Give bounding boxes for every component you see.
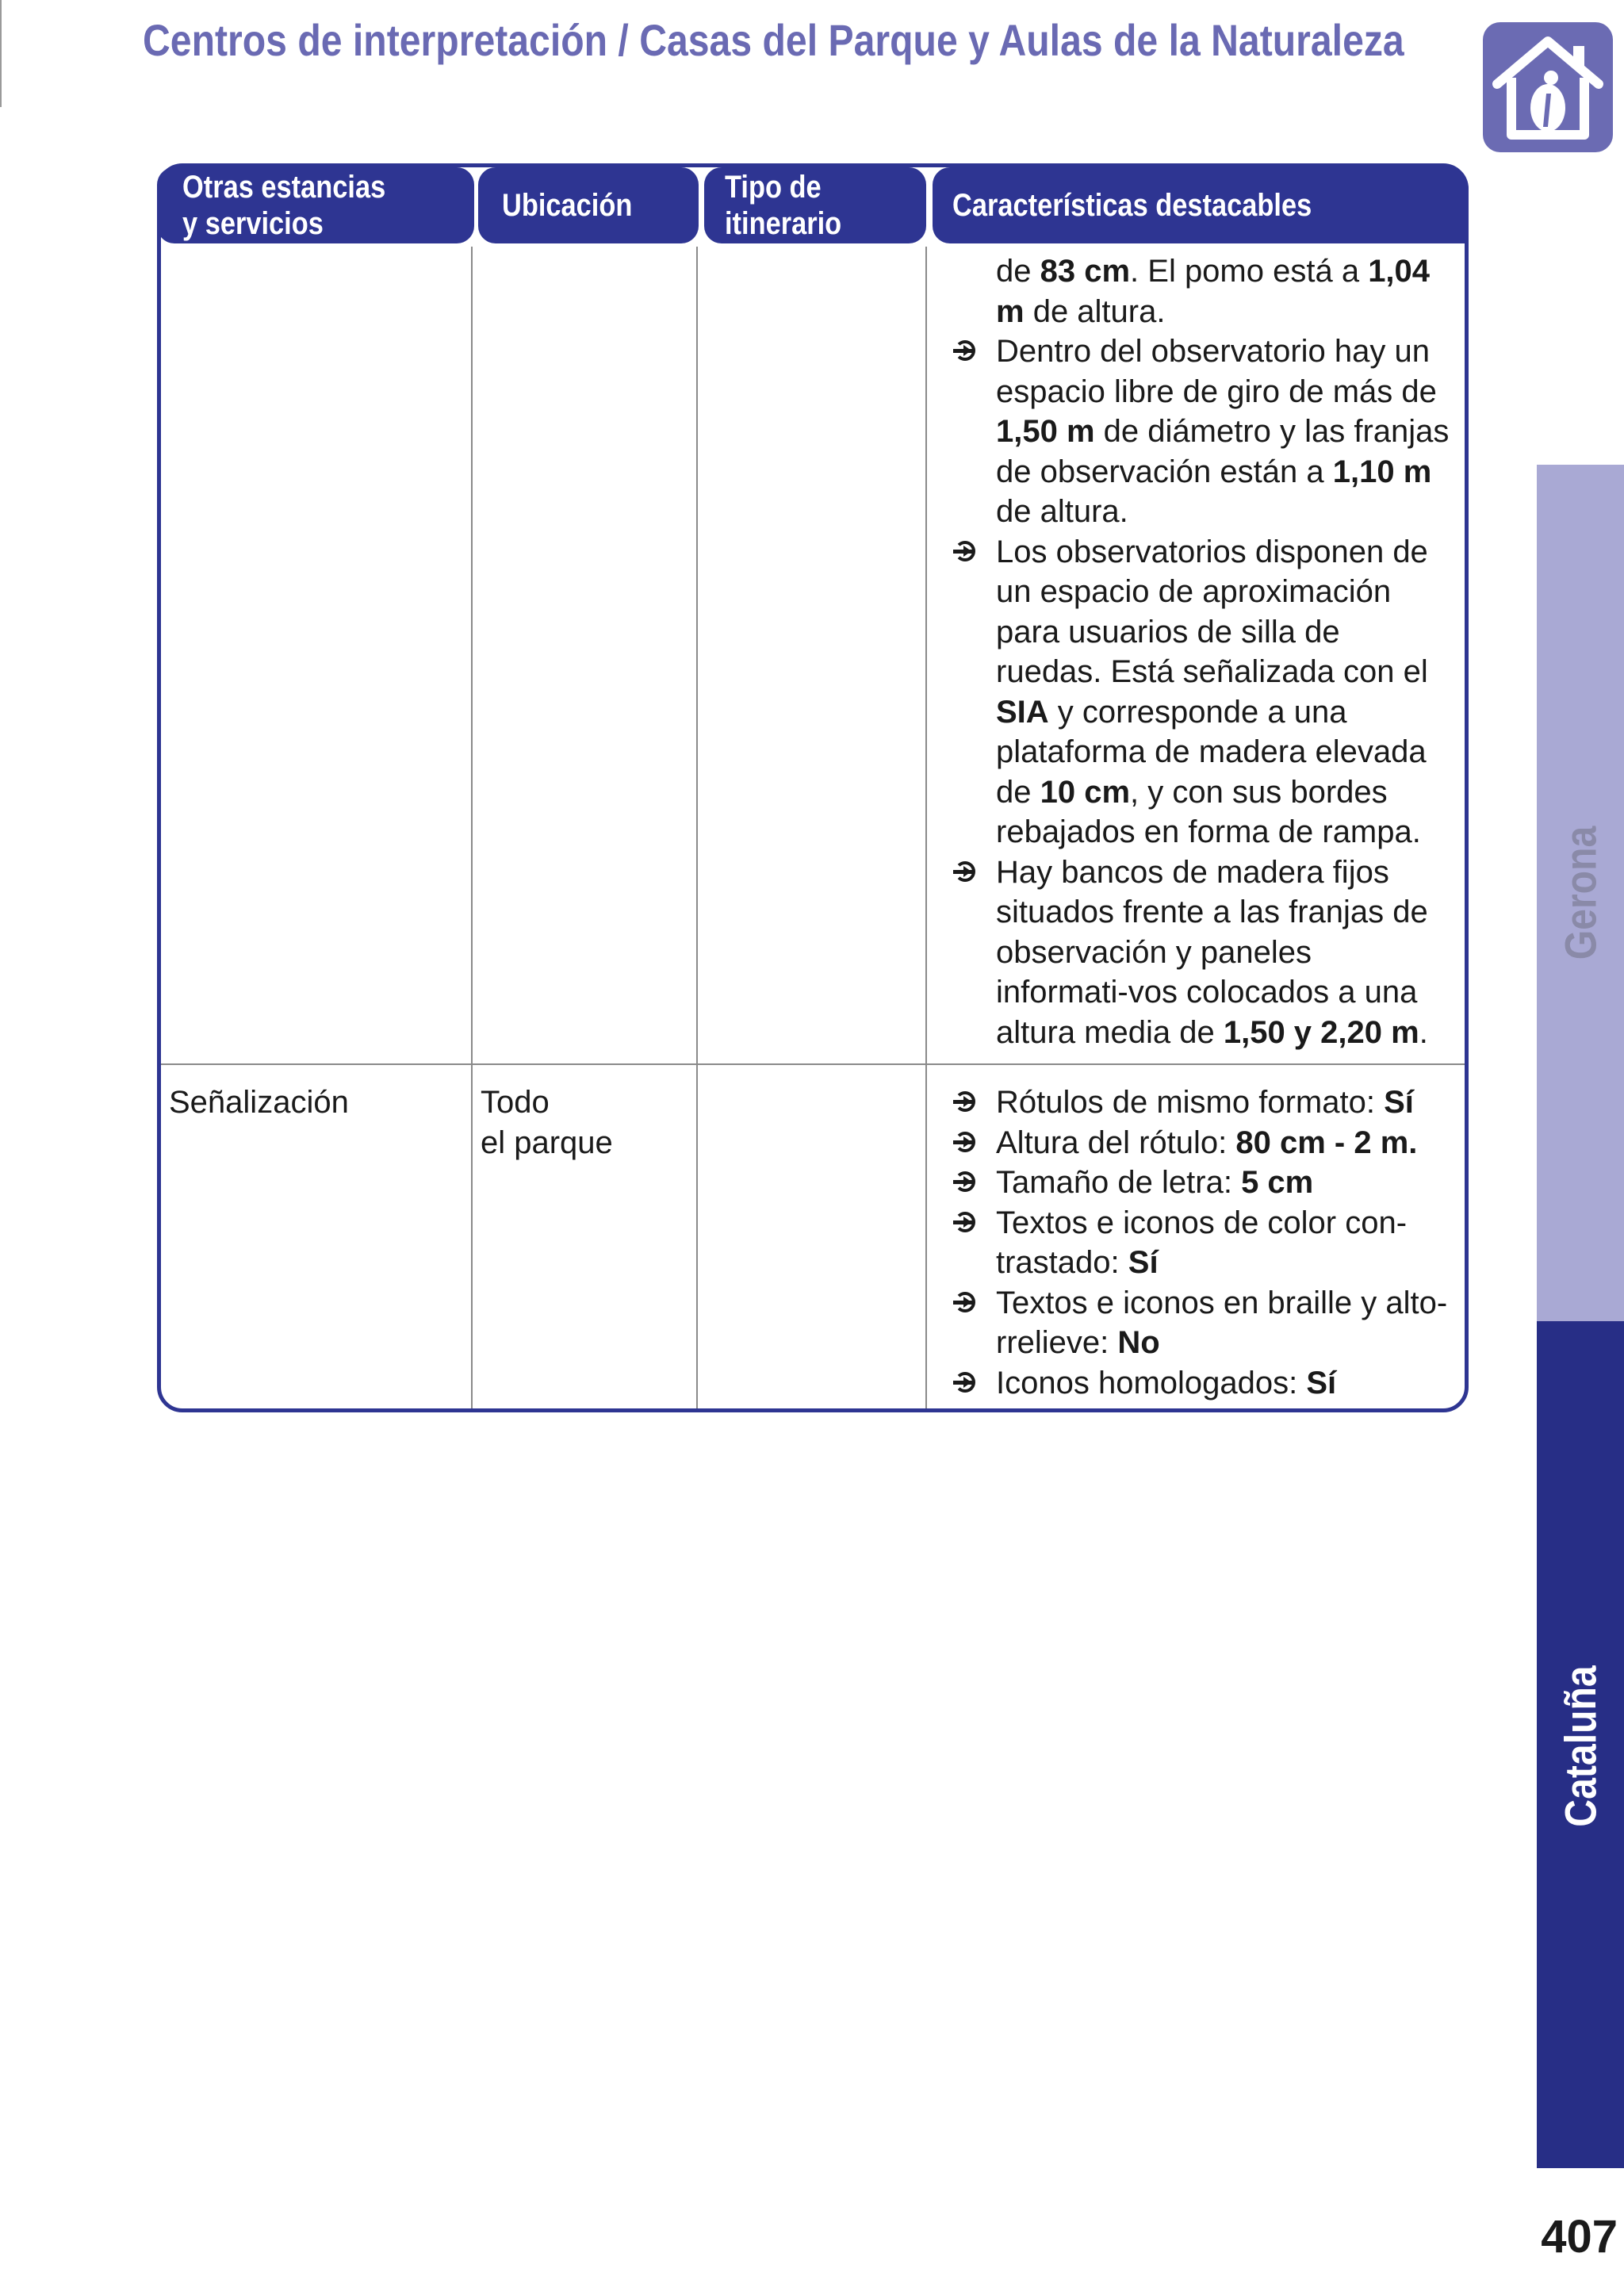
list-item: Rótulos de mismo formato: Sí [942, 1082, 1450, 1123]
service-cell: Señalización [169, 1085, 349, 1120]
list-item: Los observatorios disponen de un espacio de aproximación para usuarios de silla de ruedas. Está señalizada con el SIA y corresponde a una plataforma de madera elevada de 10 cm, y con sus bordes rebajados en forma de rampa. [942, 532, 1450, 853]
list-item: Textos e iconos en braille y alto-rrelieve: No [942, 1283, 1450, 1363]
list-item: Tamaño de letra: 5 cm [942, 1163, 1450, 1203]
list-item: Iconos homologados: Sí [942, 1363, 1450, 1404]
column-header-tipo-itinerario [704, 167, 926, 243]
features-cell [942, 251, 1450, 1052]
circled-arrow-icon [955, 861, 975, 882]
list-item: Dentro del observatorio hay un espacio libre de giro de más de 1,50 m de diámetro y las franjas de observación están a 1,10 m de altura. [942, 331, 1450, 532]
page-title: Centros de interpretación / Casas del Parque y Aulas de la Naturaleza [143, 15, 1404, 65]
list-item: Textos e iconos de color con-trastado: Sí [942, 1203, 1450, 1283]
features-cell [942, 1082, 1450, 1403]
location-cell: Todo el parque [481, 1085, 613, 1160]
circled-arrow-icon [955, 1171, 975, 1192]
list-item: Hay bancos de madera fijos situados frente a las franjas de observación y paneles informati-vos colocados a una altura media de 1,50 y 2,20 m. [942, 853, 1450, 1053]
accessibility-table [157, 163, 1469, 1412]
column-header-ubicacion [478, 167, 699, 243]
region-tab [1537, 1321, 1624, 2168]
column-header-label: Ubicación [502, 188, 633, 223]
circled-arrow-icon [955, 1091, 975, 1112]
table-row [161, 247, 1465, 1063]
circled-arrow-icon [955, 541, 975, 561]
circled-arrow-icon [955, 1292, 975, 1312]
column-header-label: Otras estancias y servicios [182, 170, 386, 241]
list-item: Altura del rótulo: 80 cm - 2 m. [942, 1123, 1450, 1163]
table-row [161, 1065, 1465, 1406]
circled-arrow-icon [955, 1132, 975, 1152]
province-tab [1537, 465, 1624, 1321]
column-header-otras-estancias [157, 167, 474, 243]
info-house-icon [1480, 19, 1616, 155]
column-header-caracteristicas [933, 167, 1469, 243]
features-list [942, 1082, 1450, 1403]
column-header-label: Tipo de itinerario [725, 170, 842, 241]
continued-text: de 83 cm. El pomo está a 1,04 m de altura. [996, 254, 1431, 329]
page-edge-mark [0, 0, 2, 107]
province-label: Gerona [1555, 826, 1606, 960]
circled-arrow-icon [955, 340, 975, 361]
circled-arrow-icon [955, 1212, 975, 1232]
region-label: Cataluña [1555, 1665, 1606, 1827]
column-header-label: Características destacables [952, 188, 1312, 223]
circled-arrow-icon [955, 1372, 975, 1393]
page-number: 407 [1541, 2211, 1618, 2263]
features-list [942, 251, 1450, 1052]
